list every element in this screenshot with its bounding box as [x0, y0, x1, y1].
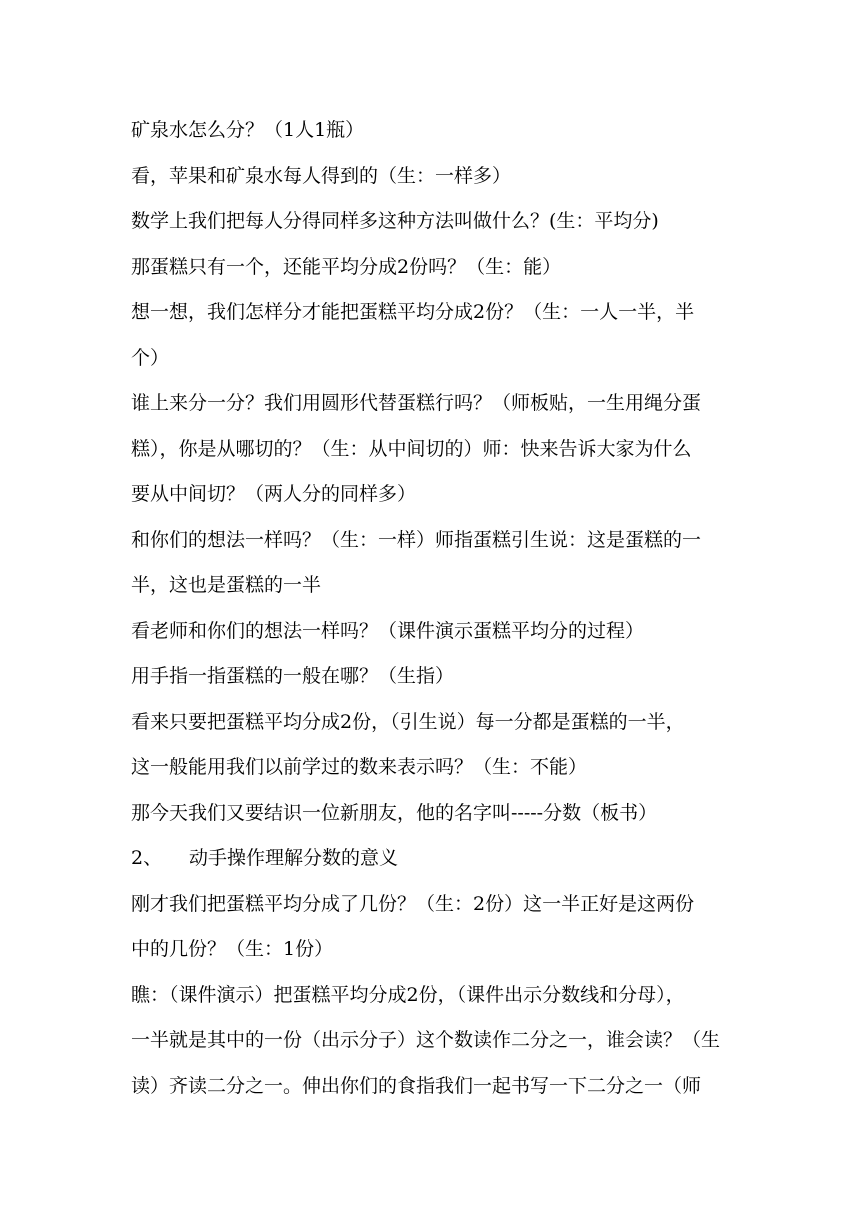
text-line: 那今天我们又要结识一位新朋友，他的名字叫-----分数（板书）	[131, 801, 658, 824]
text-line: 谁上来分一分？我们用圆形代替蛋糕行吗？（师板贴，一生用绳分蛋	[131, 392, 702, 414]
section-title: 动手操作理解分数的意义	[189, 847, 399, 869]
text-line: 半，这也是蛋糕的一半	[131, 574, 322, 596]
text-line: 和你们的想法一样吗？（生：一样）师指蛋糕引生说：这是蛋糕的一	[131, 528, 702, 551]
text-line: 瞧：（课件演示）把蛋糕平均分成2份，（课件出示分数线和分母），	[131, 983, 685, 1006]
text-line: 想一想，我们怎样分才能把蛋糕平均分成2份？（生：一人一半，半	[131, 301, 695, 323]
text-line: 数学上我们把每人分得同样多这种方法叫做什么？(生：平均分)	[131, 210, 659, 232]
text-line: 中的几份？（生：1份）	[131, 938, 334, 960]
text-line: 个）	[131, 346, 170, 369]
text-line: 一半就是其中的一份（出示分子）这个数读作二分之一，谁会读？（生	[131, 1029, 721, 1051]
text-line: 读）齐读二分之一。伸出你们的食指我们一起书写一下二分之一（师	[131, 1074, 702, 1097]
text-line: 这一般能用我们以前学过的数来表示吗？（生：不能）	[131, 756, 588, 778]
section-heading	[131, 836, 736, 882]
section-number: 2、	[131, 847, 163, 869]
text-line: 用手指一指蛋糕的一般在哪？（生指）	[131, 665, 455, 687]
text-line: 那蛋糕只有一个，还能平均分成2份吗？（生：能）	[131, 255, 562, 278]
document-body	[131, 108, 736, 1109]
text-line: 看来只要把蛋糕平均分成2份，（引生说）每一分都是蛋糕的一半，	[131, 710, 685, 733]
text-line: 矿泉水怎么分？（1人1瓶）	[131, 119, 365, 141]
text-line: 刚才我们把蛋糕平均分成了几份？（生：2份）这一半正好是这两份	[131, 892, 695, 915]
text-line: 看，苹果和矿泉水每人得到的（生：一样多）	[131, 164, 512, 187]
text-line: 看老师和你们的想法一样吗？（课件演示蛋糕平均分的过程）	[131, 619, 645, 642]
text-line: 要从中间切？（两人分的同样多）	[131, 483, 417, 505]
text-line: 糕），你是从哪切的？（生：从中间切的）师：快来告诉大家为什么	[131, 437, 692, 460]
